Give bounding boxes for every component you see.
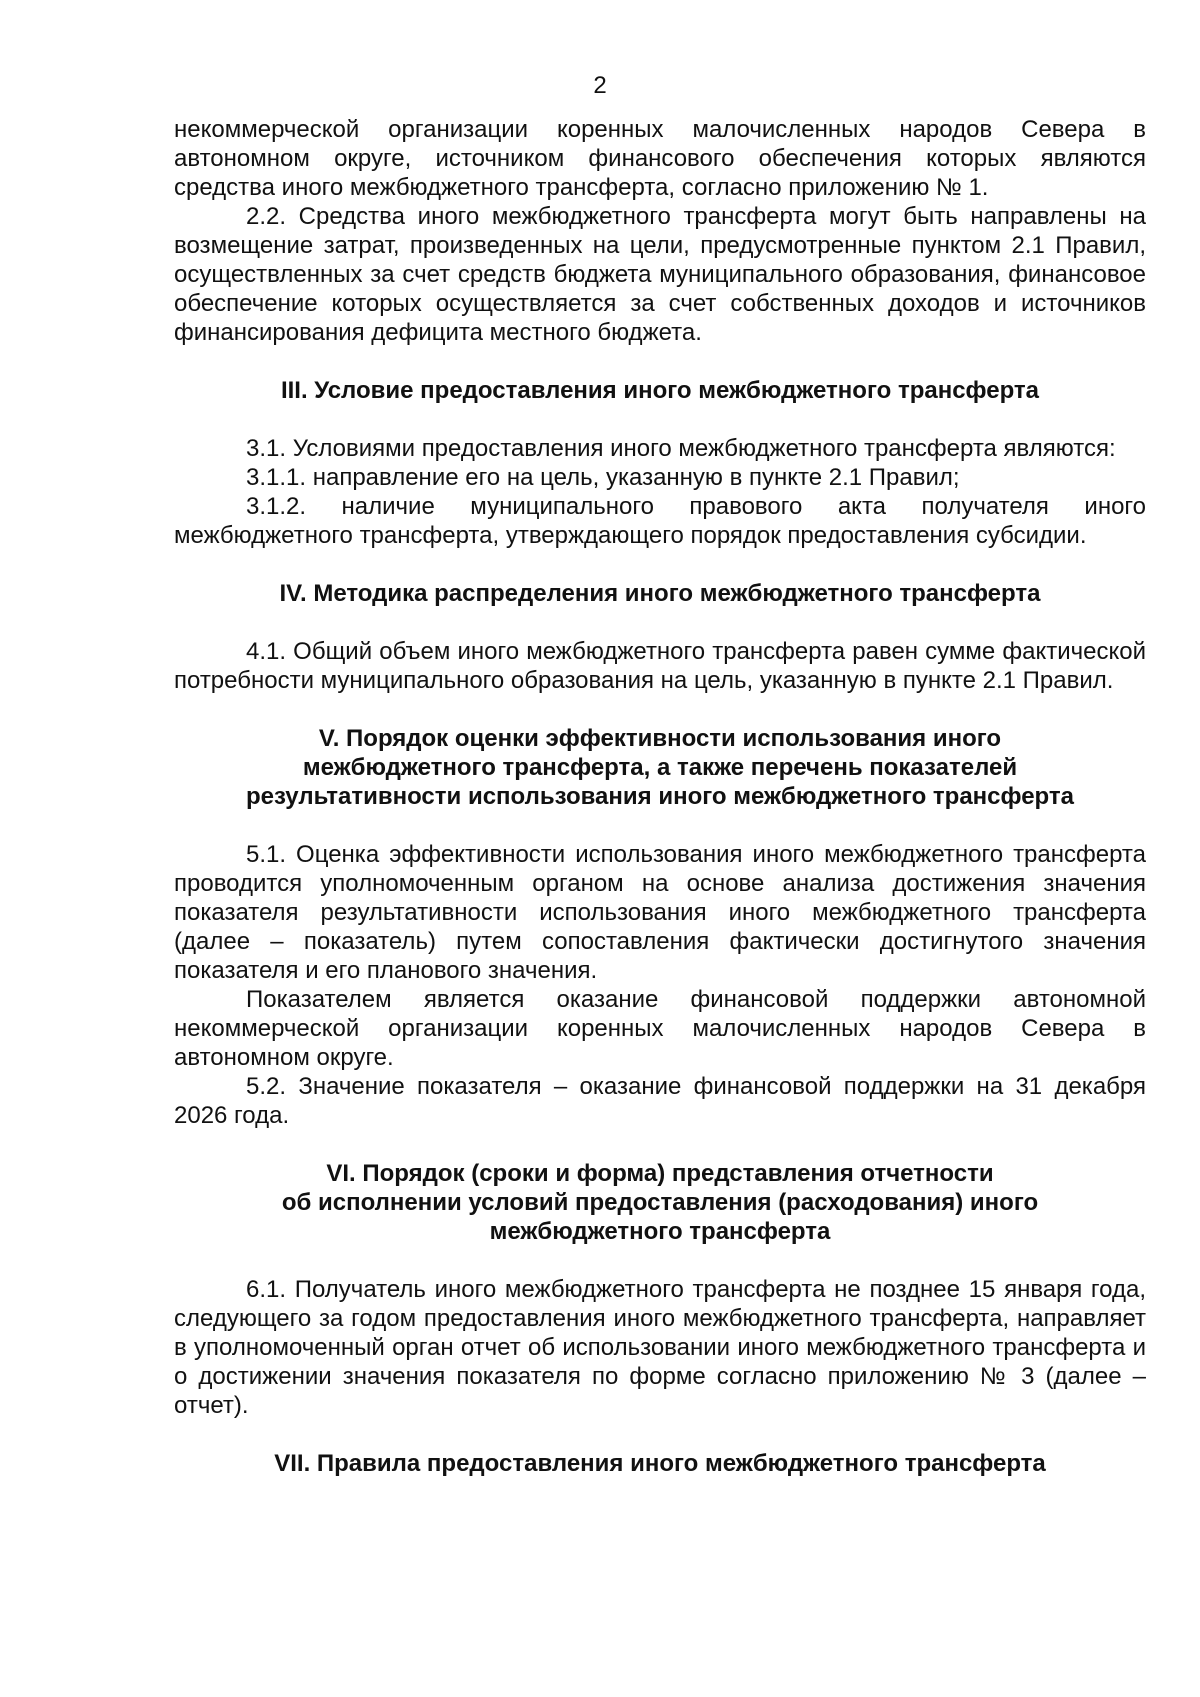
paragraph: 3.1. Условиями предоставления иного межбюджетного трансферта являются: bbox=[246, 435, 1116, 462]
paragraph: 2.2. Средства иного межбюджетного трансферта могут быть направлены на возмещение затрат, произведенных на цели, предусмотренные пунктом 2.1 Правил, осуществленных за счет средств бюджета муниципального образования, финансовое обеспечение которых осуществляется за счет собственных доходов и источников финансирования дефицита местного бюджета. bbox=[174, 203, 1146, 346]
section-heading bbox=[174, 1159, 1146, 1246]
paragraph: 3.1.1. направление его на цель, указанную в пункте 2.1 Правил; bbox=[246, 464, 960, 491]
paragraph: 4.1. Общий объем иного межбюджетного трансферта равен сумме фактической потребности муниципального образования на цель, указанную в пункте 2.1 Правил. bbox=[174, 638, 1146, 694]
section-heading-line: III. Условие предоставления иного межбюджетного трансферта bbox=[280, 377, 1040, 404]
section-heading-line: V. Порядок оценки эффективности использования иного bbox=[318, 725, 1002, 752]
section-heading-line: VI. Порядок (сроки и форма) представления отчетности bbox=[326, 1160, 994, 1187]
paragraph: 5.1. Оценка эффективности использования иного межбюджетного трансферта проводится уполномоченным органом на основе анализа достижения значения показателя результативности использования иного межбюджетного трансферта (далее – показатель) путем сопоставления фактически достигнутого значения показателя и его планового значения. bbox=[174, 841, 1146, 984]
section-heading-line: VII. Правила предоставления иного межбюджетного трансферта bbox=[274, 1450, 1046, 1477]
section-heading-line: межбюджетного трансферта, а также перечень показателей bbox=[302, 754, 1018, 781]
paragraph: некоммерческой организации коренных малочисленных народов Севера в автономном округе, источником финансового обеспечения которых являются средства иного межбюджетного трансферта, согласно приложению № 1. bbox=[174, 116, 1146, 201]
page-number: 2 bbox=[593, 72, 607, 99]
document-body bbox=[174, 115, 1146, 1507]
paragraph: Показателем является оказание финансовой поддержки автономной некоммерческой организации коренных малочисленных народов Севера в автономном округе. bbox=[174, 986, 1146, 1071]
section-heading bbox=[174, 579, 1146, 608]
section-heading-line: IV. Методика распределения иного межбюджетного трансферта bbox=[279, 580, 1041, 607]
section-heading-line: межбюджетного трансферта bbox=[489, 1218, 831, 1245]
section-heading bbox=[174, 724, 1146, 811]
section-heading-line: об исполнении условий предоставления (расходования) иного bbox=[281, 1189, 1039, 1216]
paragraph: 5.2. Значение показателя – оказание финансовой поддержки на 31 декабря 2026 года. bbox=[174, 1073, 1146, 1129]
section-heading bbox=[174, 1449, 1146, 1478]
section-heading bbox=[174, 376, 1146, 405]
section-heading-line: результативности использования иного межбюджетного трансферта bbox=[245, 783, 1075, 810]
paragraph: 3.1.2. наличие муниципального правового акта получателя иного межбюджетного трансферта, утверждающего порядок предоставления субсидии. bbox=[174, 493, 1146, 549]
paragraph: 6.1. Получатель иного межбюджетного трансферта не позднее 15 января года, следующего за годом предоставления иного межбюджетного трансферта, направляет в уполномоченный орган отчет об использовании иного межбюджетного трансферта и о достижении значения показателя по форме согласно приложению № 3 (далее – отчет). bbox=[174, 1276, 1146, 1419]
